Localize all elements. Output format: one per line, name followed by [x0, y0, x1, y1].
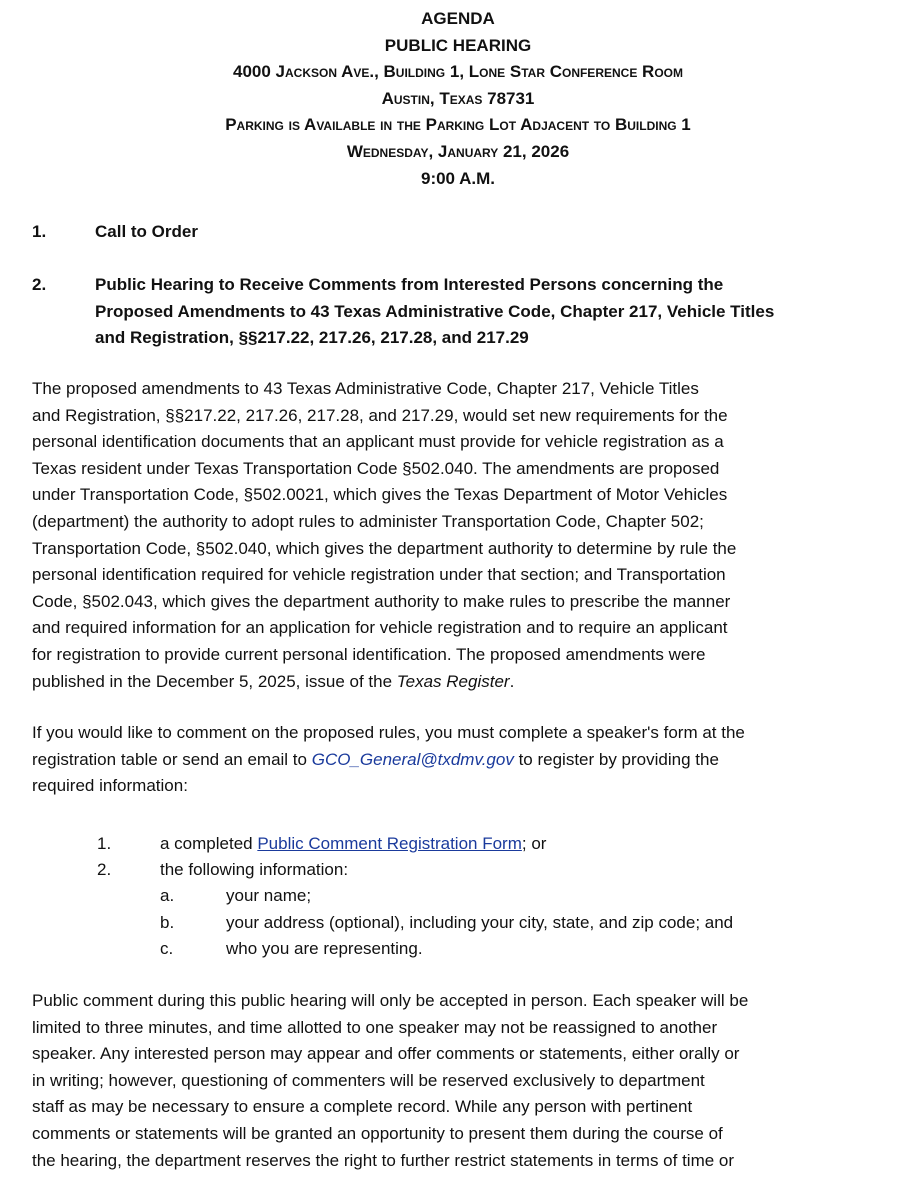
registration-paragraph: [32, 720, 745, 800]
text-line: The proposed amendments to 43 Texas Administrative Code, Chapter 217, Vehicle Titles: [32, 379, 699, 398]
text-segment: published in the December 5, 2025, issue of the: [32, 671, 397, 691]
amendments-paragraph: [32, 376, 736, 695]
email-link[interactable]: GCO_General@txdmv.gov: [311, 749, 514, 769]
item-title-line: Public Hearing to Receive Comments from Interested Persons concerning the: [95, 275, 724, 294]
text-line: Texas resident under Texas Transportation Code §502.040. The amendments are proposed: [32, 458, 720, 478]
text-line: Transportation Code, §502.040, which gives the department authority to determine by rule the: [32, 538, 737, 558]
header-parking: Parking is Available in the Parking Lot Adjacent to Building 1: [225, 115, 691, 135]
text-line: limited to three minutes, and time allotted to one speaker may not be reassigned to another: [32, 1017, 718, 1037]
item-title-line: and Registration, §§217.22, 217.26, 217.28, and 217.29: [95, 328, 529, 348]
text-segment: to register by providing the: [513, 749, 719, 769]
header-date: Wednesday, January 21, 2026: [346, 141, 570, 161]
item-number: 2.: [32, 275, 47, 294]
text-line: and required information for an application for vehicle registration and to require an applicant: [32, 618, 728, 638]
text-segment: registration table or send an email to: [32, 749, 312, 769]
text-line: [32, 747, 745, 774]
list-number: 1.: [97, 834, 112, 853]
text-line: (department) the authority to adopt rules to administer Transportation Code, Chapter 502;: [32, 511, 704, 531]
text-line: Code, §502.043, which gives the department authority to make rules to prescribe the manner: [32, 591, 731, 611]
text-line: Public comment during this public hearing will only be accepted in person. Each speaker will be: [32, 991, 749, 1010]
text-segment: ; or: [521, 834, 547, 853]
header-title: AGENDA: [421, 9, 495, 28]
text-segment: a completed: [160, 834, 258, 853]
text-line: required information:: [32, 776, 188, 796]
sublist-letter: c.: [160, 939, 174, 958]
text-line: personal identification documents that an applicant must provide for vehicle registration as a: [32, 432, 724, 452]
text-segment: .: [509, 671, 515, 691]
item-number: 1.: [32, 222, 47, 241]
list-item: [160, 831, 546, 858]
text-line: [32, 669, 736, 696]
text-line: comments or statements will be granted an opportunity to present them during the course of: [32, 1123, 723, 1143]
sublist-item: your name;: [226, 886, 312, 905]
sublist-letter: a.: [160, 886, 175, 905]
text-line: staff as may be necessary to ensure a complete record. While any person with pertinent: [32, 1097, 693, 1117]
text-line: for registration to provide current personal identification. The proposed amendments were: [32, 644, 706, 664]
sublist-item: your address (optional), including your city, state, and zip code; and: [226, 913, 734, 932]
item-title: Call to Order: [95, 222, 198, 241]
header-time: 9:00 A.M.: [420, 168, 495, 188]
text-line: If you would like to comment on the proposed rules, you must complete a speaker's form at the: [32, 723, 745, 742]
public-comment-paragraph: [32, 988, 748, 1174]
sublist-item: who you are representing.: [226, 939, 423, 958]
item-title-line: Proposed Amendments to 43 Texas Administrative Code, Chapter 217, Vehicle Titles: [95, 301, 775, 321]
item-title: [95, 272, 774, 352]
text-line: under Transportation Code, §502.0021, which gives the Texas Department of Motor Vehicles: [32, 485, 728, 505]
list-number: 2.: [97, 860, 112, 879]
text-line: speaker. Any interested person may appear and offer comments or statements, either orally or: [32, 1044, 740, 1064]
header-city: Austin, Texas 78731: [381, 88, 535, 108]
header-address: 4000 Jackson Ave., Building 1, Lone Star Conference Room: [232, 62, 683, 82]
text-line: in writing; however, questioning of commenters will be reserved exclusively to department: [32, 1070, 705, 1090]
text-line: and Registration, §§217.22, 217.26, 217.28, and 217.29, would set new requirements for the: [32, 405, 728, 425]
registration-form-link[interactable]: Public Comment Registration Form: [257, 834, 522, 853]
sublist-letter: b.: [160, 913, 175, 932]
header-subtitle: PUBLIC HEARING: [384, 35, 532, 55]
agenda-header: [0, 6, 916, 192]
publication-title: Texas Register: [396, 671, 510, 691]
text-line: the hearing, the department reserves the right to further restrict statements in terms of time or: [32, 1150, 735, 1170]
text-line: personal identification required for vehicle registration under that section; and Transportation: [32, 565, 726, 585]
list-item: the following information:: [160, 860, 349, 879]
